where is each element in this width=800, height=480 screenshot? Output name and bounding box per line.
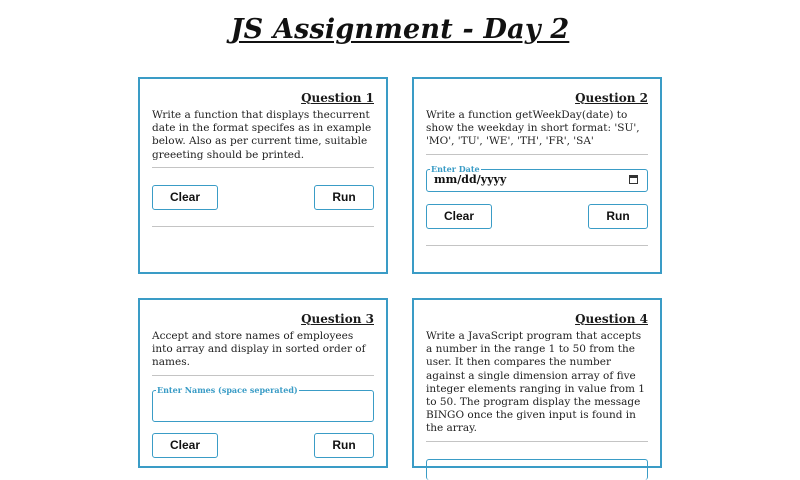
date-field[interactable] (426, 165, 648, 192)
names-input[interactable] (160, 395, 366, 419)
question-4-card (412, 298, 662, 468)
number-field[interactable] (426, 459, 648, 480)
question-1-clear-button[interactable]: Clear (152, 185, 218, 210)
question-2-description: Write a function getWeekDay(date) to show the weekday in short format: 'SU', 'MO', 'TU', 'WE', 'TH', 'FR', 'SA' (426, 109, 640, 148)
question-3-card (138, 298, 388, 468)
question-2-run-button[interactable]: Run (588, 204, 648, 229)
question-2-title: Question 2 (575, 91, 648, 105)
question-3-clear-button[interactable]: Clear (152, 433, 218, 458)
divider (426, 245, 648, 246)
date-input[interactable] (434, 171, 640, 189)
question-4-description: Write a JavaScript program that accepts a number in the range 1 to 50 from the user. It then compares the number against a single dimension array of five integer elements ranging in value from 1 to 50. The program display the message BINGO once the given input is found in the array. (426, 330, 645, 435)
question-3-description: Accept and store names of employees into array and display in sorted order of names. (152, 330, 366, 369)
divider (426, 154, 648, 155)
divider (152, 375, 374, 376)
page-title: JS Assignment - Day 2 (230, 14, 570, 45)
question-3-run-button[interactable]: Run (314, 433, 374, 458)
question-1-output (152, 227, 374, 247)
names-field-label: Enter Names (space seperated) (157, 384, 298, 395)
question-4-title: Question 4 (575, 312, 648, 326)
calendar-icon[interactable] (629, 175, 638, 184)
question-3-title: Question 3 (301, 312, 374, 326)
question-1-run-button[interactable]: Run (314, 185, 374, 210)
date-field-label: Enter Date (431, 163, 480, 174)
question-1-card (138, 77, 388, 274)
names-field[interactable] (152, 386, 374, 422)
question-1-title: Question 1 (301, 91, 374, 105)
divider (152, 167, 374, 168)
question-2-clear-button[interactable]: Clear (426, 204, 492, 229)
question-1-description: Write a function that displays thecurrent date in the format specifes as in example below. Also as per current time, suitable greeeting should be printed. (152, 109, 372, 161)
divider (426, 441, 648, 442)
question-2-card (412, 77, 662, 274)
date-input-placeholder: mm/dd/yyyy (434, 173, 507, 187)
